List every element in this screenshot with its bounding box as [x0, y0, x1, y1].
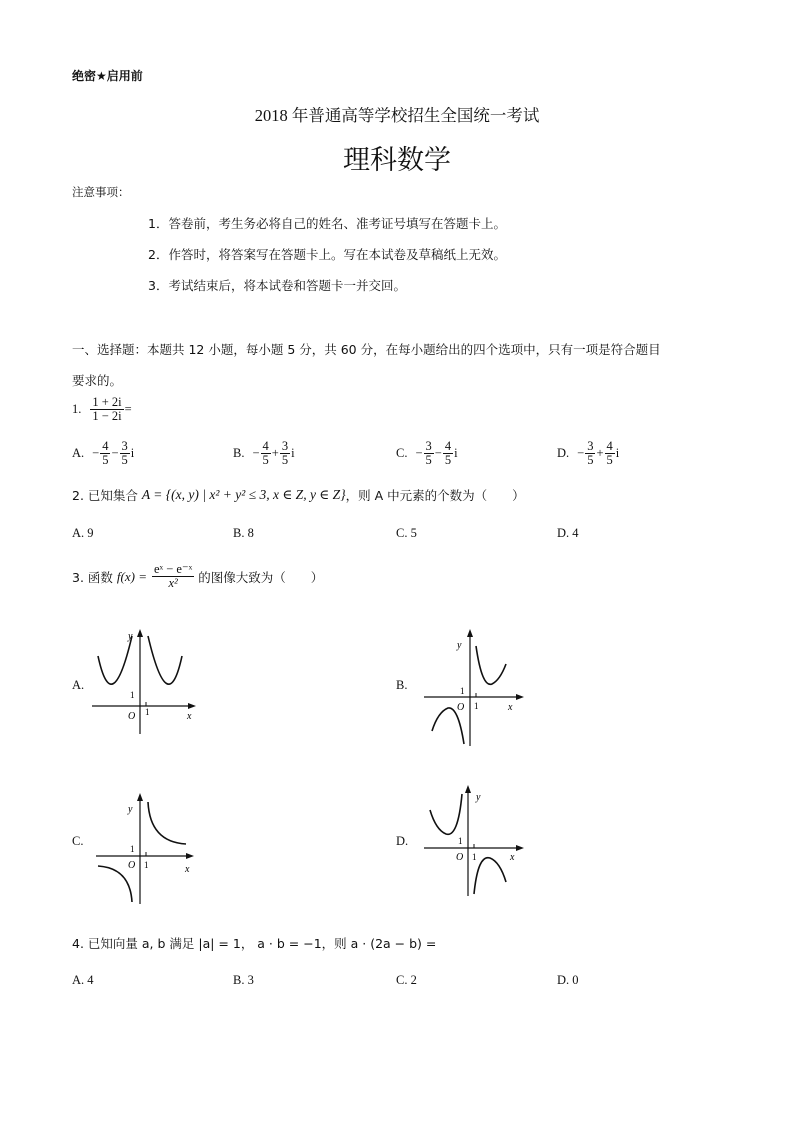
sign: −	[577, 446, 585, 461]
curve-left	[98, 636, 132, 684]
denominator: 5	[102, 453, 109, 468]
x-label: x	[185, 864, 190, 875]
numerator: 4	[262, 439, 269, 453]
set-expression: A = {(x, y) | x² + y² ≤ 3, x ∈ Z, y ∈ Z}	[141, 487, 346, 502]
q2-option-a: A. 9	[72, 526, 94, 540]
denominator: 5	[425, 453, 432, 468]
question-prefix: 2. 已知集合	[72, 488, 138, 503]
section-heading-cont: 要求的。	[72, 373, 123, 388]
y-label: y	[128, 631, 133, 642]
denominator: 5	[121, 453, 128, 468]
q1-option-c	[396, 440, 458, 467]
sign: −	[252, 446, 260, 461]
denominator: 5	[606, 453, 613, 468]
q2-option-d: D. 4	[557, 526, 579, 540]
note-item: 2．作答时，将答案写在答题卡上。写在本试卷及草稿纸上无效。	[148, 247, 506, 262]
q2-option-b: B. 8	[233, 526, 254, 540]
graph-d	[420, 782, 542, 900]
exam-title: 2018 年普通高等学校招生全国统一考试	[254, 106, 540, 125]
operator: −	[111, 446, 119, 461]
imaginary-unit: i	[130, 446, 135, 461]
q1-option-d	[557, 440, 619, 467]
graph-b	[420, 626, 532, 750]
x-label: x	[187, 711, 192, 722]
y-one-label: 1	[460, 686, 465, 696]
numerator: 4	[606, 439, 613, 453]
numerator: 3	[281, 439, 289, 453]
q4-option-d: D. 0	[557, 973, 579, 987]
fraction-denominator: x²	[168, 576, 178, 591]
q4-option-a: A. 4	[72, 973, 94, 987]
graph-label-c: C.	[72, 834, 84, 848]
y-label: y	[128, 804, 133, 815]
equals-sign: =	[124, 402, 132, 417]
question-2	[72, 486, 525, 504]
notes-heading: 注意事项：	[72, 185, 130, 199]
q1-option-b	[233, 440, 295, 467]
x-one-label: 1	[474, 701, 479, 711]
question-4: 4. 已知向量 a, b 满足 |a| = 1， a · b = −1，则 a · (2a − b) =	[72, 936, 437, 951]
y-axis-arrow	[467, 629, 473, 637]
operator: −	[434, 446, 442, 461]
graph-a	[88, 626, 200, 736]
numerator: 4	[444, 439, 452, 453]
x-one-label: 1	[472, 852, 477, 862]
y-axis-arrow	[465, 785, 471, 793]
graph-c	[92, 790, 204, 908]
operator: +	[271, 446, 279, 461]
fraction-numerator: 1 + 2i	[92, 395, 122, 409]
imaginary-unit: i	[291, 446, 295, 461]
q1-option-a	[72, 440, 134, 467]
x-axis-arrow	[516, 845, 524, 851]
graph-label-b: B.	[396, 678, 408, 692]
question-suffix: ，则 A 中元素的个数为（ ）	[345, 488, 525, 503]
x-axis-arrow	[186, 853, 194, 859]
numerator: 3	[425, 439, 432, 453]
y-axis-arrow	[137, 793, 143, 801]
fraction-numerator: eˣ − e⁻ˣ	[153, 562, 193, 576]
q4-option-c: C. 2	[396, 973, 417, 987]
question-3	[72, 563, 323, 590]
q4-option-b: B. 3	[233, 973, 254, 987]
origin-label: O	[128, 860, 136, 871]
x-axis-arrow	[188, 703, 196, 709]
curve-right	[148, 802, 186, 844]
x-axis-arrow	[516, 694, 524, 700]
fraction-denominator: 1 − 2i	[92, 409, 122, 424]
note-item: 1．答卷前，考生务必将自己的姓名、准考证号填写在答题卡上。	[148, 216, 506, 231]
origin-label: O	[456, 852, 464, 863]
sign: −	[415, 446, 423, 461]
curve-left	[430, 794, 462, 834]
y-label: y	[457, 640, 462, 651]
y-label: y	[476, 792, 481, 803]
option-label: D.	[557, 446, 570, 461]
denominator: 5	[587, 453, 594, 468]
section-heading: 一、选择题：本题共 12 小题，每小题 5 分，共 60 分，在每小题给出的四个选项中，只有一项是符合题目	[72, 342, 661, 357]
origin-label: O	[457, 702, 465, 713]
function-name: f(x) =	[116, 568, 147, 584]
imaginary-unit: i	[615, 446, 620, 461]
q2-option-c: C. 5	[396, 526, 417, 540]
curve-right	[476, 646, 506, 684]
option-label: C.	[396, 446, 408, 461]
option-label: B.	[233, 446, 245, 461]
y-axis-arrow	[137, 629, 143, 637]
secret-label: 绝密★启用前	[72, 69, 143, 83]
y-one-label: 1	[458, 836, 463, 846]
numerator: 3	[121, 439, 128, 453]
y-one-label: 1	[130, 844, 135, 854]
denominator: 5	[262, 453, 269, 468]
x-one-label: 1	[144, 860, 149, 870]
question-suffix: 的图像大致为（ ）	[198, 569, 324, 585]
x-label: x	[510, 852, 515, 863]
graph-label-a: A.	[72, 678, 85, 692]
curve-right	[148, 636, 182, 684]
origin-label: O	[128, 711, 136, 722]
curve-right	[474, 858, 506, 894]
graph-label-d: D.	[396, 834, 409, 848]
subject-title: 理科数学	[343, 145, 451, 176]
y-one-label: 1	[130, 690, 135, 700]
denominator: 5	[444, 453, 452, 468]
imaginary-unit: i	[454, 446, 458, 461]
operator: +	[596, 446, 604, 461]
x-label: x	[508, 702, 513, 713]
question-number: 1.	[72, 402, 82, 417]
note-item: 3．考试结束后，将本试卷和答题卡一并交回。	[148, 278, 406, 293]
option-label: A.	[72, 446, 85, 461]
x-one-label: 1	[145, 707, 150, 717]
numerator: 4	[102, 439, 109, 453]
numerator: 3	[587, 439, 594, 453]
curve-left	[432, 708, 464, 744]
denominator: 5	[281, 453, 289, 468]
question-prefix: 3. 函数	[72, 569, 113, 585]
sign: −	[92, 446, 100, 461]
question-1	[72, 396, 132, 423]
curve-left	[98, 866, 132, 902]
